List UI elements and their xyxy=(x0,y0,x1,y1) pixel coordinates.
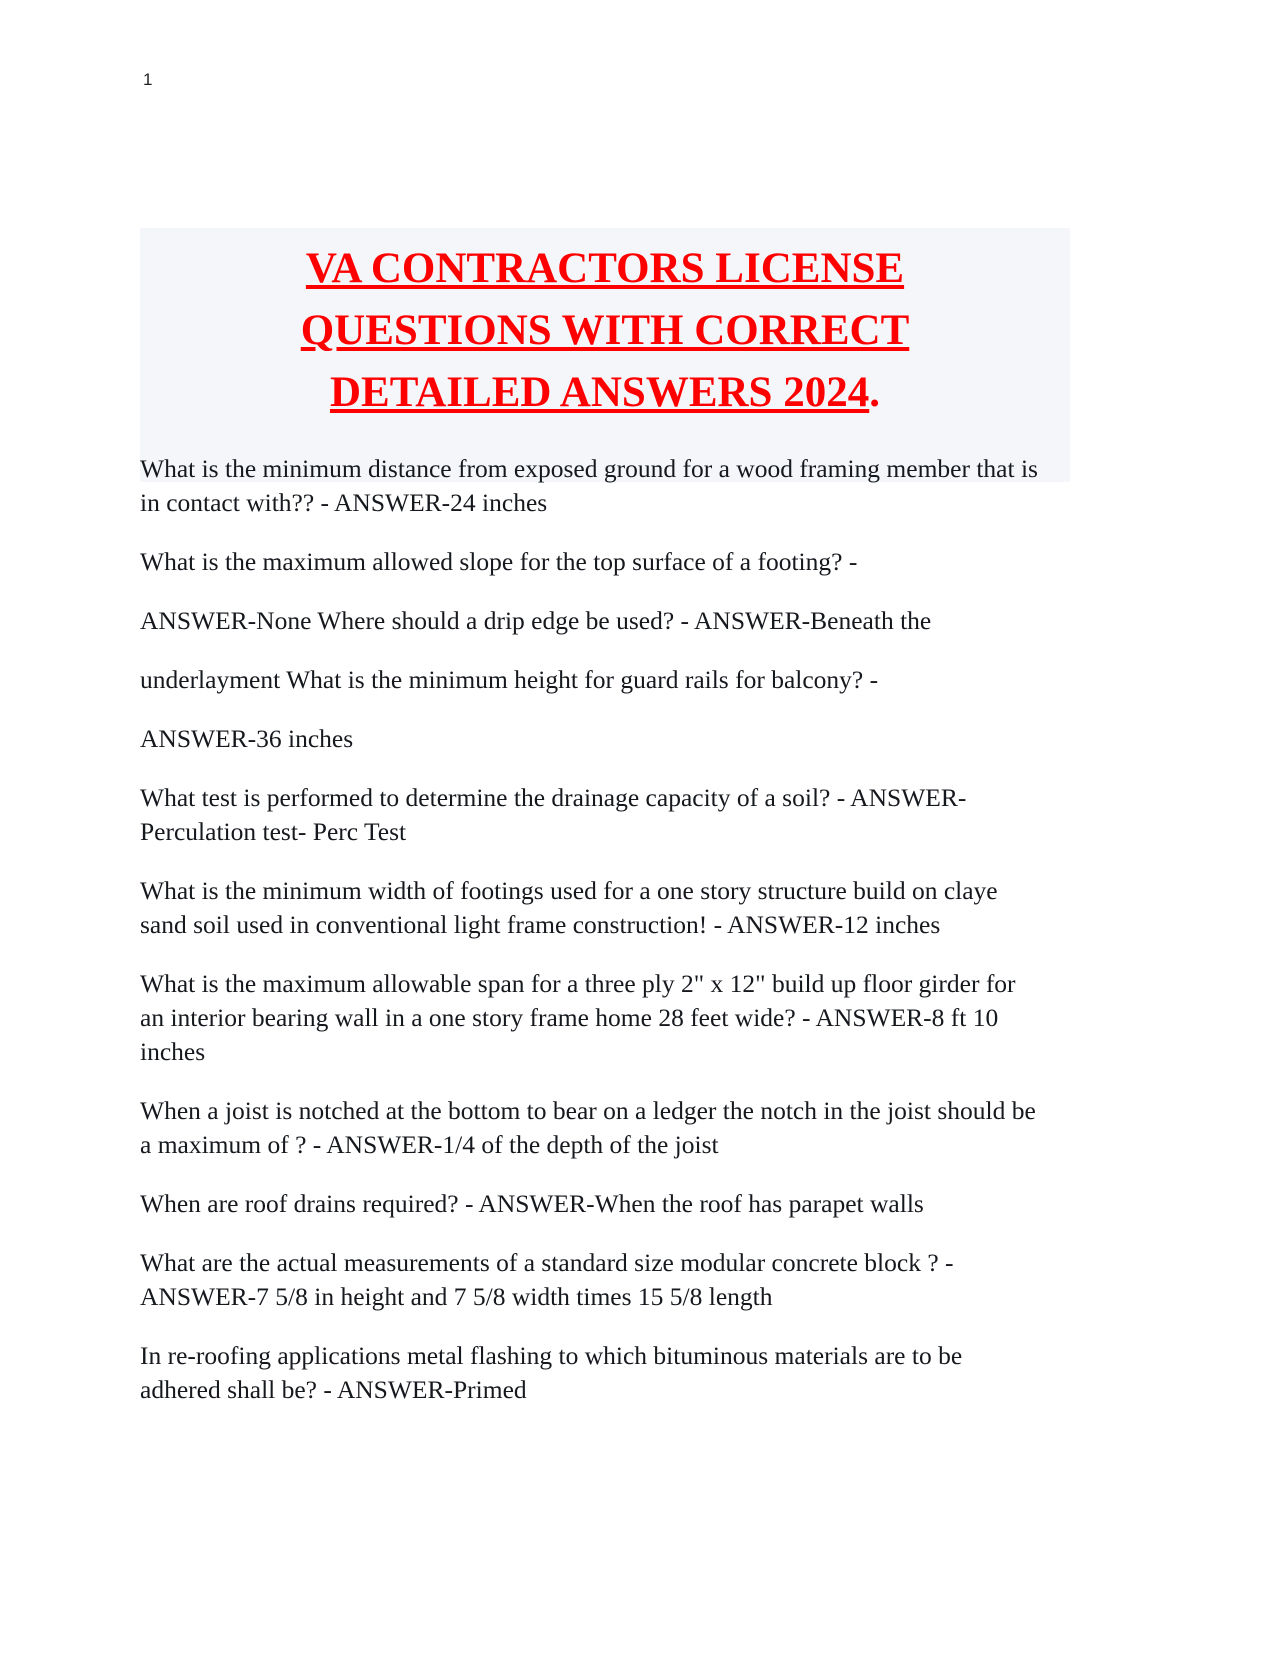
document-title-line-2: QUESTIONS WITH CORRECT xyxy=(300,307,910,354)
qa-paragraph: ANSWER-None Where should a drip edge be used? - ANSWER-Beneath the xyxy=(140,606,932,635)
qa-paragraph: What test is performed to determine the drainage capacity of a soil? - ANSWER-Perculation test- Perc Test xyxy=(140,783,967,846)
qa-paragraph: underlayment What is the minimum height for guard rails for balcony? - xyxy=(140,665,879,694)
qa-paragraph: ANSWER-36 inches xyxy=(140,724,354,753)
document-title xyxy=(140,238,1070,424)
qa-paragraph: In re-roofing applications metal flashing to which bituminous materials are to be adhered shall be? - ANSWER-Primed xyxy=(140,1341,963,1404)
document-title-line-1: VA CONTRACTORS LICENSE xyxy=(305,245,905,292)
qa-paragraph: What is the maximum allowed slope for the top surface of a footing? - xyxy=(140,547,858,576)
qa-paragraph: What is the minimum width of footings used for a one story structure build on claye sand soil used in conventional light frame construction! - ANSWER-12 inches xyxy=(140,876,998,939)
document-title-block xyxy=(140,228,1070,482)
document-title-punctuation: . xyxy=(869,369,880,416)
qa-paragraph: What are the actual measurements of a standard size modular concrete block ? - ANSWER-7 5/8 in height and 7 5/8 width times 15 5/8 length xyxy=(140,1248,954,1311)
qa-paragraph: When are roof drains required? - ANSWER-When the roof has parapet walls xyxy=(140,1189,924,1218)
page-number: 1 xyxy=(143,70,153,89)
document-body xyxy=(140,452,1045,1407)
qa-paragraph: What is the maximum allowable span for a three ply 2" x 12" build up floor girder for an interior bearing wall in a one story frame home 28 feet wide? - ANSWER-8 ft 10 inches xyxy=(140,969,1016,1066)
qa-paragraph: When a joist is notched at the bottom to bear on a ledger the notch in the joist should be a maximum of ? - ANSWER-1/4 of the depth of the joist xyxy=(140,1096,1036,1159)
qa-paragraph: What is the minimum distance from exposed ground for a wood framing member that is in contact with?? - ANSWER-24 inches xyxy=(140,454,1038,517)
document-title-line-3: DETAILED ANSWERS 2024 xyxy=(330,369,870,416)
